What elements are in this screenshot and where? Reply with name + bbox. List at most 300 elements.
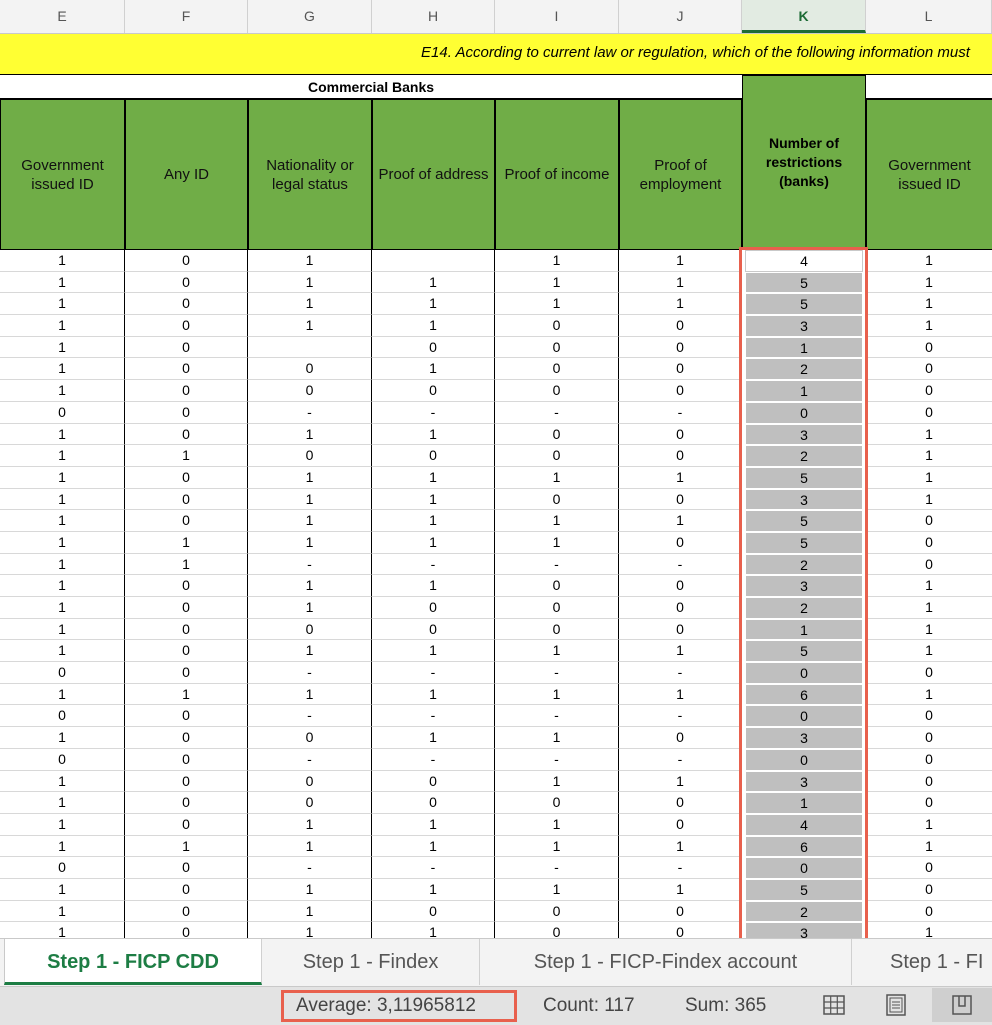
cell-i[interactable]: 1: [495, 879, 619, 901]
cell-g[interactable]: 1: [248, 901, 372, 923]
cell-f[interactable]: 0: [125, 272, 248, 294]
cell-i[interactable]: 1: [495, 727, 619, 749]
cell-f[interactable]: 0: [125, 424, 248, 446]
cell-k[interactable]: 1: [745, 380, 863, 402]
tab-step1-fi[interactable]: Step 1 - FI: [890, 951, 984, 973]
cell-i[interactable]: 0: [495, 901, 619, 923]
cell-f[interactable]: 0: [125, 358, 248, 380]
cell-e[interactable]: 1: [0, 358, 125, 380]
table-row: [0, 792, 992, 814]
group-header-commercial-banks[interactable]: Commercial Banks: [0, 75, 742, 99]
cell-f[interactable]: 0: [125, 749, 248, 771]
cell-g[interactable]: 1: [248, 575, 372, 597]
cell-l[interactable]: 0: [866, 749, 992, 771]
cell-k[interactable]: 2: [745, 358, 863, 380]
cell-g[interactable]: 1: [248, 836, 372, 858]
cell-i[interactable]: 0: [495, 337, 619, 359]
cell-g[interactable]: 1: [248, 250, 372, 272]
cell-i[interactable]: 0: [495, 792, 619, 814]
cell-i[interactable]: 1: [495, 293, 619, 315]
cell-h[interactable]: 1: [372, 358, 495, 380]
cell-l[interactable]: 0: [866, 705, 992, 727]
cell-j[interactable]: 0: [619, 315, 742, 337]
cell-k[interactable]: 1: [745, 337, 863, 359]
sheet-tabs: [0, 938, 992, 987]
cell-i[interactable]: -: [495, 402, 619, 424]
cell-f[interactable]: 0: [125, 597, 248, 619]
cell-i[interactable]: 1: [495, 836, 619, 858]
cell-j[interactable]: 0: [619, 901, 742, 923]
cell-e[interactable]: 1: [0, 467, 125, 489]
header-number-of-restrictions[interactable]: Number of restrictions (banks): [742, 75, 866, 250]
cell-i[interactable]: -: [495, 662, 619, 684]
average-highlight: [281, 990, 517, 1022]
cell-f[interactable]: 0: [125, 510, 248, 532]
cell-l[interactable]: 1: [866, 445, 992, 467]
cell-e[interactable]: 1: [0, 727, 125, 749]
cell-e[interactable]: 1: [0, 489, 125, 511]
cell-k[interactable]: 6: [745, 836, 863, 858]
cell-h[interactable]: 0: [372, 771, 495, 793]
header-nationality[interactable]: Nationality or legal status: [248, 99, 372, 250]
cell-l[interactable]: 0: [866, 771, 992, 793]
cell-g[interactable]: 1: [248, 424, 372, 446]
tab-step1-findex[interactable]: Step 1 - Findex: [262, 939, 480, 985]
cell-k[interactable]: 3: [745, 315, 863, 337]
cell-e[interactable]: 1: [0, 532, 125, 554]
cell-k[interactable]: 5: [745, 272, 863, 294]
table-row: [0, 814, 992, 836]
cell-f[interactable]: 0: [125, 575, 248, 597]
cell-f[interactable]: 0: [125, 467, 248, 489]
cell-l[interactable]: 0: [866, 380, 992, 402]
cell-j[interactable]: -: [619, 402, 742, 424]
cell-f[interactable]: 1: [125, 836, 248, 858]
cell-k[interactable]: 3: [745, 771, 863, 793]
cell-f[interactable]: 1: [125, 445, 248, 467]
cell-g[interactable]: 1: [248, 640, 372, 662]
cell-g[interactable]: 1: [248, 814, 372, 836]
cell-h[interactable]: 1: [372, 489, 495, 511]
cell-f[interactable]: 0: [125, 293, 248, 315]
cell-h[interactable]: -: [372, 402, 495, 424]
cell-k[interactable]: 5: [745, 640, 863, 662]
cell-e[interactable]: 0: [0, 662, 125, 684]
cell-k[interactable]: 3: [745, 424, 863, 446]
cell-j[interactable]: 1: [619, 293, 742, 315]
page-break-view-button[interactable]: [932, 988, 992, 1022]
cell-i[interactable]: 0: [495, 424, 619, 446]
cell-e[interactable]: 1: [0, 814, 125, 836]
cell-j[interactable]: 0: [619, 619, 742, 641]
column-letter-h[interactable]: H: [372, 0, 495, 33]
cell-g[interactable]: -: [248, 554, 372, 576]
cell-h[interactable]: 1: [372, 315, 495, 337]
column-letter-j[interactable]: J: [619, 0, 742, 33]
cell-h[interactable]: 0: [372, 337, 495, 359]
cell-j[interactable]: 0: [619, 380, 742, 402]
cell-f[interactable]: 0: [125, 402, 248, 424]
tab-step1-ficp-findex-account[interactable]: Step 1 - FICP-Findex account: [480, 939, 852, 985]
cell-h[interactable]: 1: [372, 814, 495, 836]
table-row: [0, 532, 992, 554]
cell-e[interactable]: 1: [0, 597, 125, 619]
header-proof-of-address[interactable]: Proof of address: [372, 99, 495, 250]
cell-h[interactable]: -: [372, 705, 495, 727]
cell-h[interactable]: 0: [372, 597, 495, 619]
cell-e[interactable]: 1: [0, 619, 125, 641]
cell-f[interactable]: 0: [125, 922, 248, 938]
cell-g[interactable]: 0: [248, 771, 372, 793]
cell-k[interactable]: 5: [745, 510, 863, 532]
question-banner[interactable]: [0, 34, 992, 75]
cell-f[interactable]: 0: [125, 489, 248, 511]
cell-l[interactable]: 0: [866, 879, 992, 901]
cell-k[interactable]: 3: [745, 575, 863, 597]
cell-j[interactable]: 0: [619, 532, 742, 554]
cell-e[interactable]: 0: [0, 857, 125, 879]
cell-j[interactable]: 1: [619, 272, 742, 294]
cell-k[interactable]: 3: [745, 727, 863, 749]
cell-h[interactable]: 1: [372, 532, 495, 554]
cell-e[interactable]: 1: [0, 250, 125, 272]
cell-f[interactable]: 0: [125, 771, 248, 793]
cell-l[interactable]: 1: [866, 424, 992, 446]
cell-k[interactable]: 6: [745, 684, 863, 706]
cell-l[interactable]: 0: [866, 337, 992, 359]
cell-e[interactable]: 1: [0, 293, 125, 315]
cell-j[interactable]: 1: [619, 640, 742, 662]
cell-j[interactable]: 0: [619, 597, 742, 619]
cell-g[interactable]: 0: [248, 727, 372, 749]
cell-h[interactable]: 1: [372, 727, 495, 749]
cell-h[interactable]: 1: [372, 575, 495, 597]
cell-i[interactable]: 0: [495, 358, 619, 380]
cell-j[interactable]: 1: [619, 467, 742, 489]
cell-i[interactable]: -: [495, 857, 619, 879]
cell-h[interactable]: 1: [372, 684, 495, 706]
cell-f[interactable]: 0: [125, 315, 248, 337]
cell-g[interactable]: 1: [248, 293, 372, 315]
cell-l[interactable]: 1: [866, 293, 992, 315]
cell-h[interactable]: 1: [372, 836, 495, 858]
header-any-id[interactable]: Any ID: [125, 99, 248, 250]
cell-j[interactable]: 1: [619, 836, 742, 858]
cell-j[interactable]: 0: [619, 792, 742, 814]
page-layout-view-button[interactable]: [870, 988, 922, 1022]
normal-view-button[interactable]: [808, 988, 860, 1022]
cell-j[interactable]: 0: [619, 445, 742, 467]
cell-l[interactable]: 1: [866, 619, 992, 641]
table-row: [0, 554, 992, 576]
cell-g[interactable]: [248, 337, 372, 359]
cell-j[interactable]: -: [619, 662, 742, 684]
table-row: [0, 836, 992, 858]
cell-h[interactable]: 1: [372, 293, 495, 315]
cell-j[interactable]: -: [619, 705, 742, 727]
cell-g[interactable]: 1: [248, 510, 372, 532]
cell-j[interactable]: -: [619, 554, 742, 576]
cell-h[interactable]: 0: [372, 445, 495, 467]
cell-k[interactable]: 0: [745, 705, 863, 727]
table-row: [0, 922, 992, 938]
column-letter-f[interactable]: F: [125, 0, 248, 33]
cell-g[interactable]: 0: [248, 619, 372, 641]
cell-e[interactable]: 1: [0, 575, 125, 597]
cell-f[interactable]: 0: [125, 792, 248, 814]
header-proof-of-income[interactable]: Proof of income: [495, 99, 619, 250]
cell-k[interactable]: 4: [745, 250, 863, 272]
cell-l[interactable]: 1: [866, 489, 992, 511]
cell-h[interactable]: 1: [372, 510, 495, 532]
column-letter-e[interactable]: E: [0, 0, 125, 33]
header-government-issued-id-l[interactable]: Government issued ID: [866, 99, 992, 250]
cell-i[interactable]: 0: [495, 922, 619, 938]
cell-e[interactable]: 1: [0, 771, 125, 793]
cell-h[interactable]: 0: [372, 792, 495, 814]
table-row: [0, 358, 992, 380]
cell-k[interactable]: 3: [745, 489, 863, 511]
cell-e[interactable]: 1: [0, 315, 125, 337]
cell-h[interactable]: 0: [372, 619, 495, 641]
cell-e[interactable]: 1: [0, 879, 125, 901]
cell-e[interactable]: 1: [0, 424, 125, 446]
cell-g[interactable]: 1: [248, 489, 372, 511]
cell-g[interactable]: 1: [248, 532, 372, 554]
cell-g[interactable]: 0: [248, 445, 372, 467]
column-letter-l[interactable]: L: [866, 0, 992, 33]
cell-e[interactable]: 1: [0, 836, 125, 858]
cell-f[interactable]: 0: [125, 814, 248, 836]
cell-k[interactable]: 5: [745, 293, 863, 315]
cell-e[interactable]: 0: [0, 402, 125, 424]
cell-g[interactable]: 1: [248, 922, 372, 938]
cell-i[interactable]: -: [495, 749, 619, 771]
cell-g[interactable]: -: [248, 705, 372, 727]
cell-k[interactable]: 4: [745, 814, 863, 836]
cell-i[interactable]: 1: [495, 532, 619, 554]
cell-h[interactable]: 1: [372, 272, 495, 294]
cell-k[interactable]: 5: [745, 879, 863, 901]
cell-j[interactable]: 0: [619, 814, 742, 836]
cell-l[interactable]: 0: [866, 727, 992, 749]
column-letter-k[interactable]: K: [742, 0, 866, 33]
cell-l[interactable]: 1: [866, 814, 992, 836]
cell-h[interactable]: 1: [372, 922, 495, 938]
cell-f[interactable]: 0: [125, 250, 248, 272]
cell-g[interactable]: -: [248, 857, 372, 879]
cell-l[interactable]: 1: [866, 467, 992, 489]
cell-f[interactable]: 0: [125, 705, 248, 727]
cell-j[interactable]: 0: [619, 337, 742, 359]
cell-f[interactable]: 0: [125, 337, 248, 359]
cell-k[interactable]: 2: [745, 597, 863, 619]
column-letter-i[interactable]: I: [495, 0, 619, 33]
cell-i[interactable]: 1: [495, 684, 619, 706]
cell-l[interactable]: 1: [866, 836, 992, 858]
cell-g[interactable]: -: [248, 749, 372, 771]
cell-i[interactable]: 1: [495, 510, 619, 532]
table-row: [0, 424, 992, 446]
cell-i[interactable]: 0: [495, 597, 619, 619]
cell-j[interactable]: 1: [619, 771, 742, 793]
table-row: [0, 619, 992, 641]
cell-g[interactable]: 1: [248, 597, 372, 619]
banner-text: E14. According to current law or regulation, which of the following information must: [421, 44, 970, 61]
cell-k[interactable]: 1: [745, 792, 863, 814]
cell-l[interactable]: 1: [866, 640, 992, 662]
cell-e[interactable]: 1: [0, 272, 125, 294]
cell-h[interactable]: 1: [372, 879, 495, 901]
cell-e[interactable]: 0: [0, 705, 125, 727]
cell-l[interactable]: 1: [866, 315, 992, 337]
cell-k[interactable]: 1: [745, 619, 863, 641]
cell-i[interactable]: -: [495, 554, 619, 576]
cell-l[interactable]: 0: [866, 554, 992, 576]
cell-g[interactable]: 0: [248, 358, 372, 380]
cell-f[interactable]: 0: [125, 662, 248, 684]
cell-k[interactable]: 0: [745, 749, 863, 771]
cell-f[interactable]: 0: [125, 380, 248, 402]
cell-k[interactable]: 0: [745, 402, 863, 424]
cell-g[interactable]: -: [248, 662, 372, 684]
cell-f[interactable]: 0: [125, 901, 248, 923]
cell-k[interactable]: 0: [745, 857, 863, 879]
cell-e[interactable]: 1: [0, 792, 125, 814]
cell-f[interactable]: 0: [125, 879, 248, 901]
cell-i[interactable]: 1: [495, 640, 619, 662]
cell-i[interactable]: 1: [495, 467, 619, 489]
cell-i[interactable]: 1: [495, 771, 619, 793]
cell-l[interactable]: 1: [866, 597, 992, 619]
cell-i[interactable]: 0: [495, 489, 619, 511]
cell-l[interactable]: 0: [866, 662, 992, 684]
cell-k[interactable]: 2: [745, 445, 863, 467]
table-row: [0, 489, 992, 511]
tab-step1-ficp-cdd[interactable]: Step 1 - FICP CDD: [4, 939, 262, 985]
cell-l[interactable]: 0: [866, 510, 992, 532]
cell-j[interactable]: -: [619, 857, 742, 879]
cell-e[interactable]: 1: [0, 640, 125, 662]
cell-e[interactable]: 1: [0, 380, 125, 402]
table-row: [0, 879, 992, 901]
cell-l[interactable]: 1: [866, 922, 992, 938]
header-proof-of-employment[interactable]: Proof of employment: [619, 99, 742, 250]
cell-k[interactable]: 3: [745, 922, 863, 938]
cell-i[interactable]: 0: [495, 445, 619, 467]
cell-i[interactable]: -: [495, 705, 619, 727]
cell-l[interactable]: 0: [866, 792, 992, 814]
cell-k[interactable]: 2: [745, 554, 863, 576]
cell-k[interactable]: 5: [745, 467, 863, 489]
cell-l[interactable]: 1: [866, 272, 992, 294]
group-header-blank[interactable]: [866, 75, 992, 99]
cell-l[interactable]: 0: [866, 532, 992, 554]
cell-k[interactable]: 2: [745, 901, 863, 923]
cell-g[interactable]: 1: [248, 272, 372, 294]
cell-g[interactable]: 1: [248, 467, 372, 489]
cell-k[interactable]: 0: [745, 662, 863, 684]
cell-j[interactable]: 1: [619, 510, 742, 532]
cell-f[interactable]: 1: [125, 532, 248, 554]
cell-h[interactable]: -: [372, 749, 495, 771]
cell-f[interactable]: 0: [125, 640, 248, 662]
cell-f[interactable]: 1: [125, 684, 248, 706]
cell-h[interactable]: -: [372, 662, 495, 684]
cell-h[interactable]: 0: [372, 901, 495, 923]
cell-e[interactable]: 1: [0, 684, 125, 706]
column-letter-g[interactable]: G: [248, 0, 372, 33]
cell-f[interactable]: 1: [125, 554, 248, 576]
cell-g[interactable]: 1: [248, 315, 372, 337]
cell-f[interactable]: 0: [125, 619, 248, 641]
cell-h[interactable]: 1: [372, 424, 495, 446]
cell-e[interactable]: 1: [0, 901, 125, 923]
cell-g[interactable]: -: [248, 402, 372, 424]
cell-l[interactable]: 0: [866, 358, 992, 380]
cell-i[interactable]: 1: [495, 250, 619, 272]
cell-e[interactable]: 0: [0, 749, 125, 771]
cell-f[interactable]: 0: [125, 727, 248, 749]
cell-k[interactable]: 5: [745, 532, 863, 554]
cell-i[interactable]: 0: [495, 575, 619, 597]
cell-l[interactable]: 1: [866, 250, 992, 272]
worksheet-grid[interactable]: [0, 34, 992, 938]
cell-h[interactable]: -: [372, 857, 495, 879]
cell-e[interactable]: 1: [0, 337, 125, 359]
cell-e[interactable]: 1: [0, 554, 125, 576]
cell-h[interactable]: 1: [372, 640, 495, 662]
cell-g[interactable]: 0: [248, 792, 372, 814]
cell-e[interactable]: 1: [0, 922, 125, 938]
cell-i[interactable]: 0: [495, 380, 619, 402]
cell-l[interactable]: 1: [866, 684, 992, 706]
cell-j[interactable]: 0: [619, 575, 742, 597]
cell-j[interactable]: 1: [619, 684, 742, 706]
cell-i[interactable]: 1: [495, 272, 619, 294]
table-row: [0, 272, 992, 294]
cell-h[interactable]: 1: [372, 467, 495, 489]
cell-e[interactable]: 1: [0, 510, 125, 532]
cell-j[interactable]: 0: [619, 424, 742, 446]
cell-j[interactable]: 0: [619, 922, 742, 938]
cell-l[interactable]: 0: [866, 402, 992, 424]
cell-j[interactable]: 1: [619, 879, 742, 901]
cell-h[interactable]: -: [372, 554, 495, 576]
cell-f[interactable]: 0: [125, 857, 248, 879]
cell-h[interactable]: 0: [372, 380, 495, 402]
cell-j[interactable]: 1: [619, 250, 742, 272]
cell-j[interactable]: 0: [619, 489, 742, 511]
table-row: [0, 402, 992, 424]
cell-j[interactable]: -: [619, 749, 742, 771]
cell-i[interactable]: 0: [495, 619, 619, 641]
cell-i[interactable]: 0: [495, 315, 619, 337]
cell-h[interactable]: [372, 250, 495, 272]
header-government-issued-id[interactable]: Government issued ID: [0, 99, 125, 250]
cell-i[interactable]: 1: [495, 814, 619, 836]
cell-g[interactable]: 1: [248, 879, 372, 901]
cell-j[interactable]: 0: [619, 727, 742, 749]
cell-l[interactable]: 1: [866, 575, 992, 597]
cell-j[interactable]: 0: [619, 358, 742, 380]
cell-l[interactable]: 0: [866, 857, 992, 879]
cell-e[interactable]: 1: [0, 445, 125, 467]
cell-g[interactable]: 0: [248, 380, 372, 402]
table-row: [0, 705, 992, 727]
cell-g[interactable]: 1: [248, 684, 372, 706]
cell-l[interactable]: 0: [866, 901, 992, 923]
